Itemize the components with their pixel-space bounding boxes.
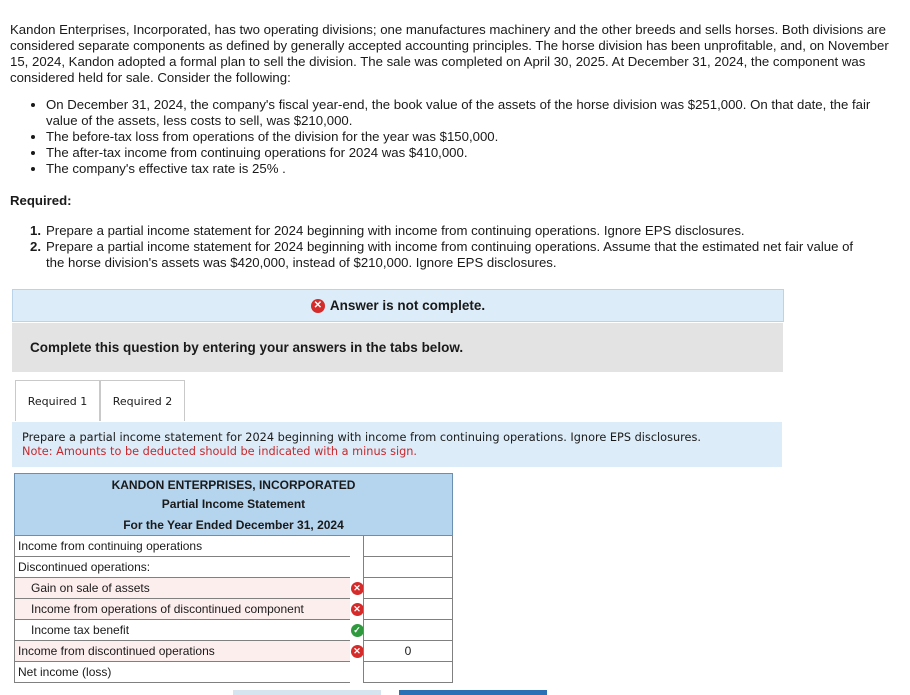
tab-required-1[interactable]: Required 1 <box>15 380 100 421</box>
amount-cell <box>363 557 453 578</box>
table-row <box>14 641 453 662</box>
fact-item: • The before-tax loss from operations of the division for the year was $150,000. <box>46 129 886 145</box>
row-label: Income from continuing operations <box>14 536 350 557</box>
table-row <box>14 662 453 683</box>
answer-status-text: Answer is not complete. <box>329 298 486 313</box>
required-text: Prepare a partial income statement for 2024 beginning with income from continuing operations. Ignore EPS disclosures. <box>46 223 745 238</box>
amount-input[interactable] <box>363 662 453 683</box>
x-circle-icon: ✕ <box>311 299 325 313</box>
row-label: Gain on sale of assets <box>14 578 350 599</box>
row-label: Net income (loss) <box>14 662 350 683</box>
fact-item: • On December 31, 2024, the company's fiscal year-end, the book value of the assets of the horse division was $251,000. On that date, the fair value of the assets, less costs to sell, was $210,000. <box>46 97 886 129</box>
required-item <box>30 239 870 271</box>
instructions-note: Note: Amounts to be deducted should be indicated with a minus sign. <box>22 445 418 458</box>
problem-intro: Kandon Enterprises, Incorporated, has two operating divisions; one manufactures machinery and the other breeds and sells horses. Both divisions are considered separate components as defined by generally accepted accounting principles. The horse division has been unprofitable, and, on November 15, 2024, Kandon adopted a formal plan to sell the division. The sale was completed on April 30, 2025. At December 31, 2024, the component was considered held for sale. Consider the following: <box>10 22 889 85</box>
instruction-bar: Complete this question by entering your answers in the tabs below. <box>12 323 783 372</box>
amount-input[interactable] <box>363 620 453 641</box>
row-label: Income from operations of discontinued component <box>14 599 350 620</box>
statement-title: Partial Income Statement <box>14 494 453 515</box>
incorrect-icon: ✕ <box>351 582 364 595</box>
table-row <box>14 620 453 641</box>
required-list <box>30 223 870 271</box>
instructions-main: Prepare a partial income statement for 2024 beginning with income from continuing operations. Ignore EPS disclosures. <box>22 431 701 444</box>
required-text: Prepare a partial income statement for 2024 beginning with income from continuing operations. Assume that the estimated net fair value of the horse division's assets was $420,000, instead of $210,000. Ignore EPS disclosures. <box>46 239 854 270</box>
tab-instructions <box>12 422 782 467</box>
amount-input[interactable]: 0 <box>363 641 453 662</box>
table-row <box>14 578 453 599</box>
next-button[interactable] <box>399 690 547 695</box>
previous-button[interactable] <box>233 690 381 695</box>
row-label: Discontinued operations: <box>14 557 350 578</box>
tab-required-2[interactable]: Required 2 <box>100 380 185 421</box>
facts-list <box>28 97 886 177</box>
statement-period: For the Year Ended December 31, 2024 <box>14 515 453 536</box>
statement-company: KANDON ENTERPRISES, INCORPORATED <box>14 473 453 494</box>
table-row <box>14 557 453 578</box>
required-number: 1. <box>30 223 41 238</box>
row-label: Income from discontinued operations <box>14 641 350 662</box>
table-row <box>14 536 453 557</box>
answer-status-banner <box>12 289 784 322</box>
amount-input[interactable] <box>363 536 453 557</box>
amount-input[interactable] <box>363 599 453 620</box>
required-number: 2. <box>30 239 41 254</box>
correct-icon: ✓ <box>351 624 364 637</box>
fact-item: • The company's effective tax rate is 25% . <box>46 161 886 177</box>
incorrect-icon: ✕ <box>351 645 364 658</box>
required-heading: Required: <box>10 193 72 208</box>
amount-input[interactable] <box>363 578 453 599</box>
table-row <box>14 599 453 620</box>
row-label: Income tax benefit <box>14 620 350 641</box>
required-item <box>30 223 870 239</box>
fact-item: • The after-tax income from continuing operations for 2024 was $410,000. <box>46 145 886 161</box>
incorrect-icon: ✕ <box>351 603 364 616</box>
